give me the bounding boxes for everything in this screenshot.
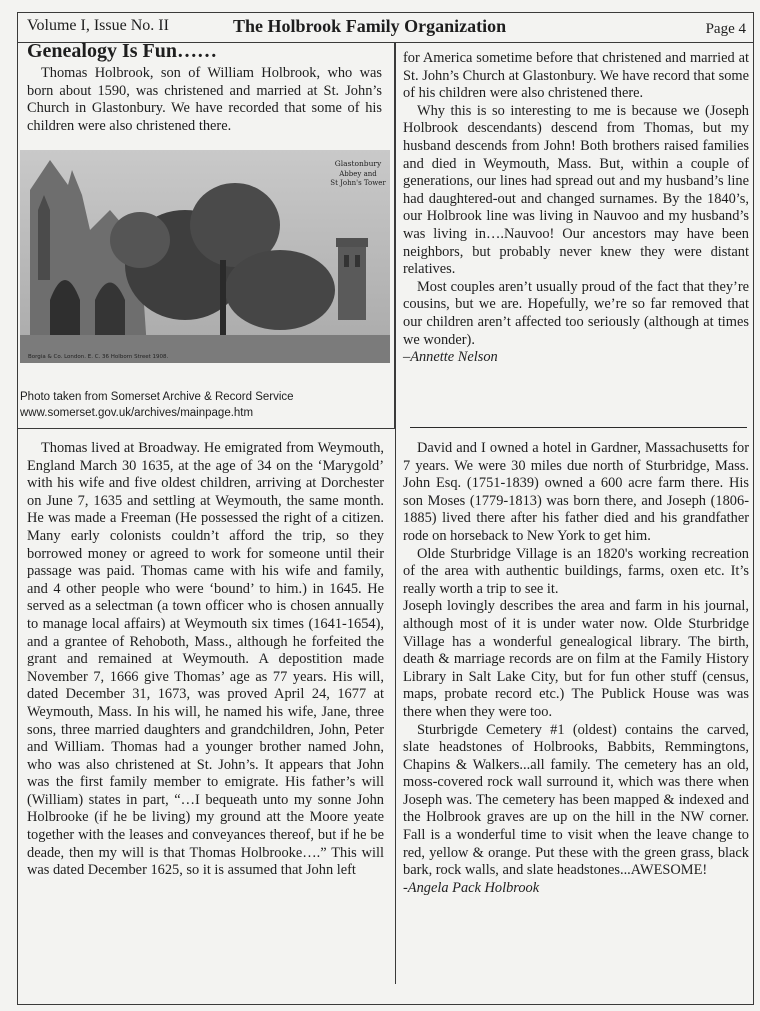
caption-url: www.somerset.gov.uk/archives/mainpage.htm (20, 407, 254, 419)
article-separator (410, 427, 747, 428)
article-continued: for America sometime before that christened and married at St. John’s Church at Glastonbury. We have record that some of his children were also christened there. (403, 50, 749, 102)
page-number: Page 4 (705, 21, 746, 37)
second-para-1: David and I owned a hotel in Gardner, Massachusetts for 7 years. We were 30 miles due north of Sturbridge, Mass. John Esq. (1751-1839) owned a 600 acre farm there. His son Moses (1779-1813) was born there, and Joseph (1806-1885) lived there after his father died and his grandfather rode on horseback to New York to get him. (403, 440, 749, 544)
article-body-right (403, 50, 749, 367)
newsletter-header (17, 12, 754, 42)
second-para-3: Joseph lovingly describes the area and farm in his journal, although most of it is under water now. Olde Sturbridge Village has a wonderful genealogical library. The birth, death & marriage records are on film at the Family History Library in Salt Lake City, but for fun other stuff (census, maps, probate record etc.) The Publick House was was there when they were too. (403, 598, 749, 720)
article-heading: Genealogy Is Fun…… (27, 40, 218, 62)
svg-text:Abbey and: Abbey and (339, 170, 377, 178)
svg-text:St John's Tower: St John's Tower (330, 179, 386, 187)
caption-line-1: Photo taken from Somerset Archive & Record Service (20, 391, 294, 403)
article-intro: Thomas Holbrook, son of William Holbrook, who was born about 1590, was christened and married at St. John’s Church in Glastonbury. We have recorded that some of his children were also christened there. (27, 65, 382, 134)
abbey-photo (20, 150, 390, 363)
newsletter-title: The Holbrook Family Organization (233, 16, 507, 36)
second-signature: -Angela Pack Holbrook (403, 879, 540, 896)
photo-footer-text: Borgia & Co. London. E. C. 36 Holborn Street 1908. (28, 354, 169, 360)
photo-caption (20, 389, 390, 421)
column-divider (395, 42, 396, 984)
article-para-3: Most couples aren’t usually proud of the fact that they’re cousins, but we are. Hopefully, we’re so far removed that our children aren’t affected too seriously (although at times we wonder). (403, 278, 749, 348)
article-body-left: Thomas lived at Broadway. He emigrated from Weymouth, England March 30 1635, at the age of 34 on the ‘Marygold’ with his wife and five oldest children, arriving at Dorchester on June 7, 1635 and settling at Weymouth, the same month. He was made a Freeman (He possessed the right of a citizen. Many early colonists couldn’t afford the trip, so they borrowed money or agreed to work for someone until their passage was paid. Thomas came with his wife and family, and 4 other people who were ‘bound’ to him.) in 1645. He served as a selectman (a town officer who is chosen annually to manage local affairs) at Weymouth six times (1641-1654), and a grantee of Rehoboth, Mass., although he forfeited the grant and remained at Weymouth. A depostition made November 7, 1666 give Thomas’ age as 77 years. His will, dated December 31, 1673, was proved April 24, 1677 at Weymouth, Mass. In his will, he named his wife, Jane, three sons, three married daughters and grandchildren, John, Peter and William. Thomas had a younger brother named John, who was also christened at St. John’s. It appears that John was the first family member to emigrate. His father’s will (William) states in part, “…I bequeath unto my sonne John Holbrooke (if he be living) my ground att the Moore yeate together with the leases and conveyances thereof, but if he be deade, then my will is that Thomas Holbrooke….” This will was dated December 1625, so it is assumed that John left (27, 440, 384, 879)
second-article (403, 440, 749, 897)
photo-inset-text: Glastonbury (334, 159, 382, 168)
article-signature: –Annette Nelson (403, 349, 498, 366)
second-para-4: Sturbrigde Cemetery #1 (oldest) contains the carved, slate headstones of Holbrooks, Babbits, Remmingtons, Chapins & Walkers...all family. The cemetery has an old, moss-covered rock wall surround it, which was there when Joseph was. The cemetery has been mapped & indexed and the Holbrook graves are up on the hill in the NW corner. Fall is a wonderful time to visit when the leave change to red, yellow & orange. Put these with the green grass, black bark, rock walls, and slate headstones...AWESOME! (403, 721, 749, 879)
article-para-2: Why this is so interesting to me is because we (Joseph Holbrook descendants) descend from Thomas, but my husband descends from John! Both brothers raised families and died in Weymouth, Mass. But, within a couple of generations, our lines had spread out and my husband’s line had daughtered-out and changed surnames. By the 1840’s, our Holbrook line was living in Nauvoo and my husband’s was living in….Nauvoo! Our ancestors may have been neighbors, but probably never knew they were distant relatives. (403, 102, 749, 278)
volume-label: Volume I, Issue No. II (27, 17, 169, 34)
second-para-2: Olde Sturbridge Village is an 1820's working recreation of the area with authentic buildings, farms, oxen etc. It’s really worth a trip to see it. (403, 545, 749, 597)
